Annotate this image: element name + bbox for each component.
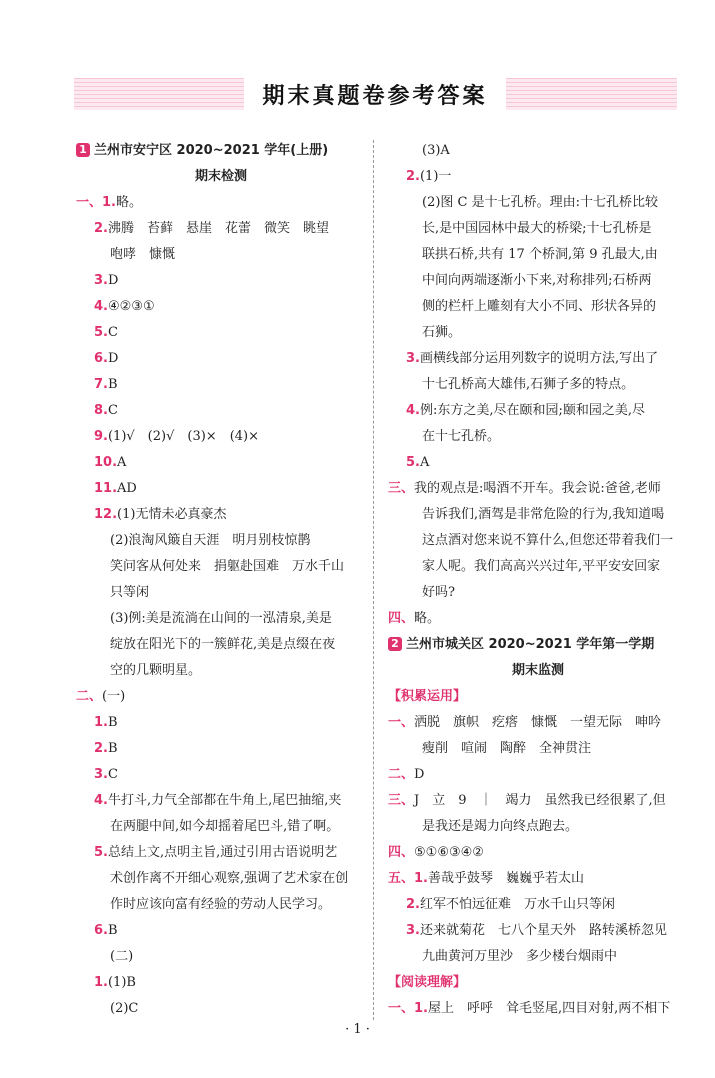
item-text: 这点酒对您来说不算什么,但您还带着我们一 bbox=[422, 533, 674, 548]
answer-list bbox=[388, 138, 688, 632]
item-text: D bbox=[107, 273, 119, 288]
item-number: 5. bbox=[94, 845, 108, 860]
item-number: 11. bbox=[94, 481, 118, 496]
item-number: 3. bbox=[94, 273, 108, 288]
item-number: 10. bbox=[94, 455, 118, 470]
subsection-heading-jilei: 【积累运用】 bbox=[388, 689, 467, 704]
item-number: 5. bbox=[406, 455, 420, 470]
item-text: 告诉我们,酒驾是非常危险的行为,我知道喝 bbox=[422, 507, 665, 522]
answer-line bbox=[388, 242, 688, 268]
section-2-heading bbox=[388, 632, 688, 658]
item-text: 空的几颗明星。 bbox=[110, 663, 202, 678]
answer-line bbox=[76, 502, 366, 528]
answer-list bbox=[76, 190, 366, 1022]
item-number: 二、 bbox=[76, 689, 103, 704]
answer-line bbox=[76, 684, 366, 710]
page-title: 期末真题卷参考答案 bbox=[244, 76, 506, 112]
answer-line bbox=[76, 294, 366, 320]
answer-line bbox=[388, 502, 688, 528]
item-text: 略。 bbox=[115, 195, 142, 210]
item-text: 画横线部分运用列数字的说明方法,写出了 bbox=[419, 351, 659, 366]
item-text: 牛打斗,力气全部都在牛角上,尾巴抽缩,夹 bbox=[107, 793, 342, 808]
answer-line bbox=[388, 346, 688, 372]
answer-line bbox=[388, 996, 688, 1022]
item-text: AD bbox=[117, 481, 137, 496]
answer-line bbox=[76, 762, 366, 788]
item-text: ④②③① bbox=[107, 299, 155, 314]
answer-line bbox=[388, 190, 688, 216]
item-text: A bbox=[419, 455, 430, 470]
item-text: 九曲黄河万里沙 多少楼台烟雨中 bbox=[422, 949, 618, 964]
section-badge: 2 bbox=[388, 637, 402, 651]
item-text: D bbox=[107, 351, 119, 366]
item-number: 四、 bbox=[388, 611, 415, 626]
answer-line bbox=[76, 320, 366, 346]
item-number: 6. bbox=[94, 923, 108, 938]
answer-line bbox=[388, 788, 688, 814]
answer-line bbox=[388, 554, 688, 580]
section-title: 兰州市城关区 2020~2021 学年第一学期 bbox=[406, 637, 655, 652]
answer-line bbox=[76, 632, 366, 658]
answer-line bbox=[388, 814, 688, 840]
answer-line bbox=[76, 970, 366, 996]
item-text: C bbox=[107, 767, 118, 782]
subsection-heading-yuedu: 【阅读理解】 bbox=[388, 975, 467, 990]
answer-line bbox=[76, 242, 366, 268]
item-text: 中间向两端逐渐小下来,对称排列;石桥两 bbox=[422, 273, 652, 288]
answer-line bbox=[76, 450, 366, 476]
answer-line bbox=[388, 736, 688, 762]
section-badge: 1 bbox=[76, 143, 90, 157]
item-text: 长,是中国园林中最大的桥梁;十七孔桥是 bbox=[422, 221, 652, 236]
answer-line bbox=[76, 554, 366, 580]
answer-line bbox=[388, 138, 688, 164]
answer-line bbox=[76, 944, 366, 970]
item-text: 联拱石桥,共有 17 个桥洞,第 9 孔最大,由 bbox=[422, 247, 658, 262]
item-text: B bbox=[107, 377, 118, 392]
item-number: 2. bbox=[94, 221, 108, 236]
answer-line bbox=[76, 606, 366, 632]
answer-line bbox=[388, 476, 688, 502]
answer-line bbox=[76, 814, 366, 840]
answer-line bbox=[388, 164, 688, 190]
item-text: 还来就菊花 七八个星天外 路转溪桥忽见 bbox=[419, 923, 667, 938]
item-text: 十七孔桥高大雄伟,石狮子多的特点。 bbox=[422, 377, 635, 392]
section-subtitle: 期末监测 bbox=[511, 663, 564, 678]
item-number: 8. bbox=[94, 403, 108, 418]
answer-line bbox=[76, 788, 366, 814]
item-text: 屋上 呼呼 耸毛竖尾,四目对射,两不相下 bbox=[427, 1001, 671, 1016]
right-column bbox=[388, 138, 688, 1022]
item-text: (3)A bbox=[422, 143, 450, 158]
section-title: 兰州市安宁区 2020~2021 学年(上册) bbox=[94, 143, 329, 158]
item-text: (1)无情未必真豪杰 bbox=[117, 507, 227, 522]
item-text: 笑问客从何处来 捐躯赴国难 万水千山 bbox=[110, 559, 345, 574]
item-text: 是我还是竭力向终点跑去。 bbox=[422, 819, 579, 834]
item-text: C bbox=[107, 403, 118, 418]
answer-line bbox=[76, 528, 366, 554]
item-text: 家人呢。我们高高兴兴过年,平平安安回家 bbox=[422, 559, 661, 574]
item-number: 三、 bbox=[388, 793, 415, 808]
item-text: 我的观点是:喝酒不开车。我会说:爸爸,老师 bbox=[414, 481, 661, 496]
answer-line bbox=[388, 294, 688, 320]
item-text: (1)B bbox=[107, 975, 136, 990]
answer-line bbox=[388, 892, 688, 918]
item-number: 9. bbox=[94, 429, 108, 444]
item-number: 2. bbox=[94, 741, 108, 756]
item-number: 2. bbox=[406, 897, 420, 912]
answer-line bbox=[76, 658, 366, 684]
item-text: B bbox=[107, 923, 118, 938]
answer-line bbox=[76, 866, 366, 892]
item-text: 石狮。 bbox=[422, 325, 462, 340]
item-number: 5. bbox=[94, 325, 108, 340]
answer-line bbox=[76, 372, 366, 398]
item-number: 一、1. bbox=[388, 1001, 428, 1016]
answer-list bbox=[388, 710, 688, 970]
answer-line bbox=[388, 840, 688, 866]
answer-line bbox=[388, 450, 688, 476]
answer-line bbox=[388, 866, 688, 892]
item-text: 在两腿中间,如今却摇着尾巴斗,错了啊。 bbox=[110, 819, 340, 834]
item-text: C bbox=[107, 325, 118, 340]
item-number: 3. bbox=[94, 767, 108, 782]
answer-line bbox=[388, 762, 688, 788]
item-number: 2. bbox=[406, 169, 420, 184]
item-number: 4. bbox=[406, 403, 420, 418]
item-text: B bbox=[107, 715, 118, 730]
answer-line bbox=[76, 736, 366, 762]
item-text: 绽放在阳光下的一簇鲜花,美是点缀在夜 bbox=[110, 637, 336, 652]
answer-line bbox=[388, 580, 688, 606]
answer-line bbox=[388, 918, 688, 944]
item-text: (一) bbox=[102, 689, 126, 704]
answer-line bbox=[388, 216, 688, 242]
answer-line bbox=[388, 606, 688, 632]
answer-line bbox=[76, 892, 366, 918]
item-text: D bbox=[414, 767, 425, 782]
item-number: 6. bbox=[94, 351, 108, 366]
item-text: 好吗? bbox=[422, 585, 455, 600]
item-text: (2)浪淘风簸自天涯 明月别枝惊鹊 bbox=[110, 533, 311, 548]
answer-line bbox=[76, 424, 366, 450]
answer-line bbox=[388, 268, 688, 294]
answer-line bbox=[388, 424, 688, 450]
answer-line bbox=[76, 398, 366, 424]
item-text: J 立 9 ｜ 竭力 虽然我已经很累了,但 bbox=[414, 793, 666, 808]
item-text: 沸腾 苔藓 悬崖 花蕾 微笑 眺望 bbox=[107, 221, 329, 236]
section-subtitle: 期末检测 bbox=[194, 169, 247, 184]
answer-list bbox=[388, 996, 688, 1022]
answer-line bbox=[76, 580, 366, 606]
item-text: 红军不怕远征难 万水千山只等闲 bbox=[419, 897, 615, 912]
item-number: 1. bbox=[94, 975, 108, 990]
item-number: 3. bbox=[406, 351, 420, 366]
section-1-heading bbox=[76, 138, 366, 164]
answer-line bbox=[388, 372, 688, 398]
item-text: (二) bbox=[110, 949, 134, 964]
answer-line bbox=[388, 398, 688, 424]
item-number: 12. bbox=[94, 507, 118, 522]
item-text: (2)图 C 是十七孔桥。理由:十七孔桥比较 bbox=[422, 195, 659, 210]
item-text: 术创作离不开细心观察,强调了艺术家在创 bbox=[110, 871, 349, 886]
answer-line bbox=[76, 918, 366, 944]
item-text: 只等闲 bbox=[110, 585, 150, 600]
item-text: (1)√ (2)√ (3)× (4)× bbox=[107, 429, 259, 444]
item-number: 四、 bbox=[388, 845, 415, 860]
answer-line bbox=[388, 528, 688, 554]
item-number: 4. bbox=[94, 299, 108, 314]
item-number: 一、 bbox=[388, 715, 415, 730]
answer-line bbox=[388, 320, 688, 346]
left-column bbox=[76, 138, 366, 1022]
answer-line bbox=[76, 476, 366, 502]
item-text: ⑤①⑥③④② bbox=[414, 845, 484, 860]
item-text: A bbox=[117, 455, 127, 470]
item-text: 善哉乎鼓琴 巍巍乎若太山 bbox=[427, 871, 584, 886]
item-text: 洒脱 旗帜 疙瘩 慷慨 一望无际 呻吟 bbox=[414, 715, 662, 730]
item-number: 一、1. bbox=[76, 195, 116, 210]
answer-line bbox=[76, 346, 366, 372]
page-number: · 1 · bbox=[345, 1022, 370, 1037]
item-text: 咆哮 慷慨 bbox=[110, 247, 176, 262]
item-text: 在十七孔桥。 bbox=[422, 429, 501, 444]
answer-line bbox=[388, 944, 688, 970]
answer-line bbox=[76, 190, 366, 216]
item-text: (3)例:美是流淌在山间的一泓清泉,美是 bbox=[110, 611, 332, 626]
item-number: 1. bbox=[94, 715, 108, 730]
answer-line bbox=[388, 710, 688, 736]
answer-line bbox=[76, 840, 366, 866]
item-text: (2)C bbox=[110, 1001, 139, 1016]
item-text: 总结上文,点明主旨,通过引用古语说明艺 bbox=[107, 845, 338, 860]
item-text: B bbox=[107, 741, 118, 756]
column-divider bbox=[373, 140, 374, 1020]
answer-line bbox=[76, 268, 366, 294]
item-number: 4. bbox=[94, 793, 108, 808]
item-text: 作时应该向富有经验的劳动人民学习。 bbox=[110, 897, 332, 912]
item-number: 五、1. bbox=[388, 871, 428, 886]
answer-line bbox=[76, 216, 366, 242]
item-text: 例:东方之美,尽在颐和园;颐和园之美,尽 bbox=[419, 403, 646, 418]
item-number: 二、 bbox=[388, 767, 415, 782]
item-text: (1)一 bbox=[419, 169, 452, 184]
item-number: 三、 bbox=[388, 481, 415, 496]
item-text: 略。 bbox=[414, 611, 441, 626]
item-text: 侧的栏杆上雕刻有大小不同、形状各异的 bbox=[422, 299, 657, 314]
item-number: 7. bbox=[94, 377, 108, 392]
item-number: 3. bbox=[406, 923, 420, 938]
answer-line bbox=[76, 996, 366, 1022]
answer-line bbox=[76, 710, 366, 736]
item-text: 瘦削 喧闹 陶醉 全神贯注 bbox=[422, 741, 592, 756]
